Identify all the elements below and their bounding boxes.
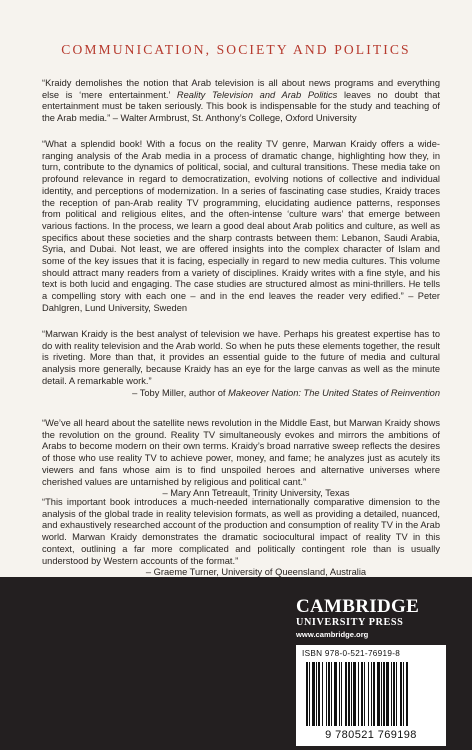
publisher-logo: [296, 597, 446, 640]
barcode-bar: [396, 662, 397, 726]
barcode-bar: [368, 662, 369, 726]
barcode-bar: [371, 662, 372, 726]
barcode-bar: [331, 662, 332, 726]
series-title: COMMUNICATION, SOCIETY AND POLITICS: [61, 42, 411, 57]
barcode-bar: [403, 662, 404, 726]
barcode-bar: [383, 662, 385, 726]
blurb-miller-attribution: [42, 388, 440, 400]
barcode-bar: [386, 662, 389, 726]
barcode-bar: [351, 662, 352, 726]
blurb-miller-attribution-prefix: – Toby Miller, author of: [132, 387, 229, 398]
barcode-bar: [309, 662, 310, 726]
barcode-bar: [316, 662, 317, 726]
barcode-bar: [322, 662, 323, 726]
blurb-armbrust: [42, 78, 440, 125]
barcode-bar: [400, 662, 402, 726]
barcode-bar: [406, 662, 408, 726]
barcode-bar: [328, 662, 330, 726]
barcode-bar: [361, 662, 363, 726]
barcode-bar: [306, 662, 308, 726]
publisher-url: www.cambridge.org: [296, 630, 369, 639]
blurb-dahlgren: “What a splendid book! With a focus on the reality TV genre, Marwan Kraidy offers a wide-ranging analysis of the Arab media in a process of dramatic change, highlighting how they, in turn, contribute to the dynamics of political, social, and cultural transitions. These media take on profound relevance in regard to democratization, evolving notions of collective and individual identity, and perceptions of modernization. In a series of fascinating case studies, Kraidy traces the reception of pan-Arab reality TV programming, elucidating audience patterns, responses from political and religious elites, and the often-intense ‘culture wars’ that emerge between various factions. In the process, we learn a good deal about Arab politics and culture, as well as specifics about these societies and the sharp contrasts between them: Lebanon, Saudi Arabia, Syria, and Dubai. Not least, we are offered insights into the complex character of Islam and some of the key issues that it is facing, especially in regard to new media cultures. This volume should attract many readers from a variety of disciplines. Kraidy writes with a fine style, and his text is both lucid and engaging. The case studies are structured almost as mini-thrillers. He tells a compelling story with each one – and in the end leaves the reader very edified.” – Peter Dahlgren, Lund University, Sweden: [42, 139, 440, 313]
barcode-digits: 9 780521 769198: [325, 729, 417, 741]
barcode-bar: [345, 662, 347, 726]
barcode-bar: [373, 662, 375, 726]
blurb-armbrust-text-2: leaves no doubt that entertainment must be taken seriously. This book is indispensable for the study and teaching of the Arab media.” – Walter Armbrust, St. Anthony’s College, Oxford University: [42, 89, 440, 124]
publisher-name: CAMBRIDGE: [296, 596, 420, 617]
barcode-bar: [348, 662, 350, 726]
barcode-bar: [358, 662, 359, 726]
blurb-miller-text: “Marwan Kraidy is the best analyst of television we have. Perhaps his greatest expertise has to do with reality television and the Arab world. So when he puts these elements together, the result is riveting. More than that, it provides an essential guide to the future of media and cultural analysis more generally, because Kraidy has an eye for the large canvas as well as the minute detail. A remarkable work.”: [42, 329, 440, 386]
blurb-turner-attribution: – Graeme Turner, University of Queensland, Australia: [145, 567, 367, 578]
blurb-tetreault-text: “We’ve all heard about the satellite news revolution in the Middle East, but Marwan Kraidy shows the revolution on the ground. Reality TV simultaneously evokes and mirrors the ambitions of Arabs to become modern on their own terms. Kraidy’s broad narrative sweep reflects the desires of those who use reality TV to achieve power, money, and fame; he analyzes just as acutely its viewers and fans whose aim is to find unspoiled heroes and alternative universes where cherished values are untarnished by religious and political cant.”: [42, 418, 440, 487]
isbn-label: ISBN 978-0-521-76919-8: [302, 649, 401, 658]
blurb-miller: [42, 329, 440, 399]
barcode-bar: [391, 662, 392, 726]
blurb-miller-attribution-title: Makeover Nation: The United States of Reinvention: [228, 387, 440, 398]
barcode-bar: [326, 662, 327, 726]
barcode-bar: [353, 662, 356, 726]
barcode-bar: [377, 662, 380, 726]
barcode-bar: [312, 662, 315, 726]
barcode-bar: [334, 662, 337, 726]
blurb-armbrust-book-title: Reality Television and Arab Politics: [176, 89, 338, 100]
barcode-panel: [296, 645, 446, 746]
blurb-turner: [42, 497, 440, 579]
publisher-subtitle: UNIVERSITY PRESS: [296, 617, 404, 628]
barcode-bar: [381, 662, 382, 726]
barcode-bar: [364, 662, 365, 726]
blurb-tetreault-attribution: – Mary Ann Tetreault, Trinity University, Texas: [162, 488, 350, 499]
barcode-bar: [318, 662, 320, 726]
blurb-armbrust-text-1: “Kraidy demolishes the notion that Arab television is all about news programs and everything else is ‘mere entertainment.’: [42, 78, 440, 100]
barcode-bar: [393, 662, 395, 726]
barcode-icon: [302, 662, 440, 728]
barcode-bar: [339, 662, 340, 726]
blurb-turner-text: “This important book introduces a much-needed internationally comparative dimension to the analysis of the global trade in reality television formats, as well as providing a detailed, nuanced, and exhaustively researched account of the production and consumption of reality TV in the Arab world. Marwan Kraidy demonstrates the dramatic sociocultural impact of reality TV in this context, outlining a far more complicated and politically contingent role than is usually understood by Western accounts of the format.”: [42, 497, 440, 566]
barcode-bar: [341, 662, 342, 726]
blurb-tetreault: [42, 418, 440, 500]
